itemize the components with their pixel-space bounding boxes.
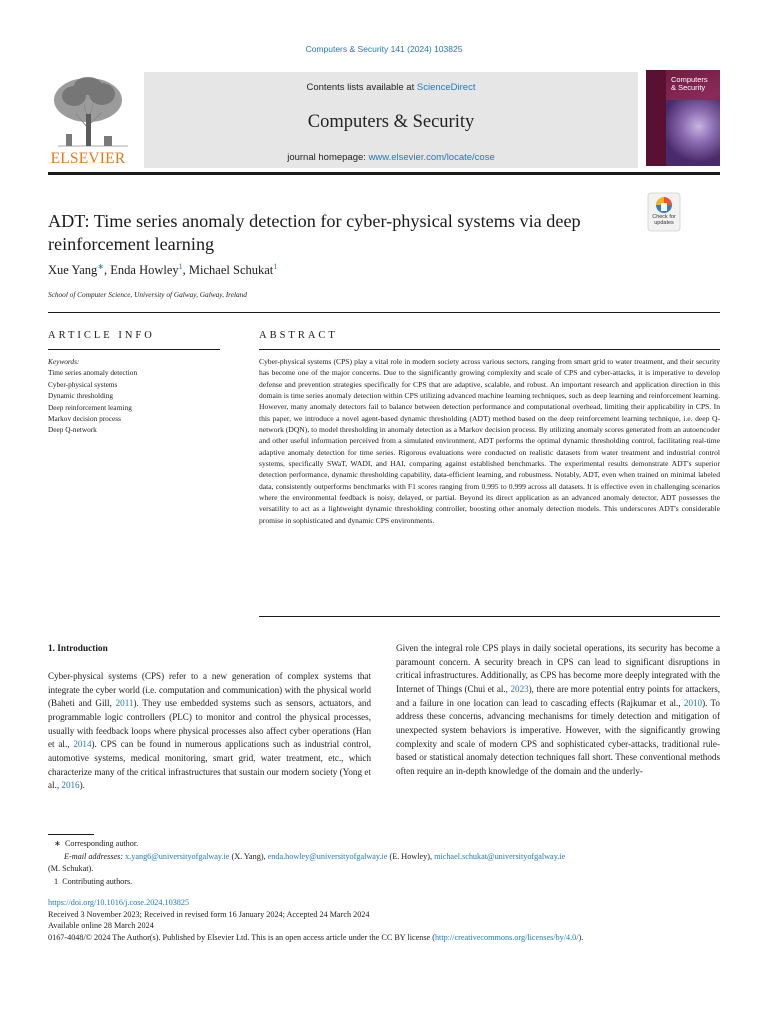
header-divider (48, 172, 720, 175)
elsevier-logo[interactable] (48, 70, 140, 170)
citation-link[interactable]: 2010 (683, 697, 703, 708)
sciencedirect-link[interactable]: ScienceDirect (416, 82, 476, 93)
email-link[interactable]: x.yang6@universityofgalway.ie (125, 851, 230, 861)
abstract-heading: ABSTRACT (259, 330, 338, 341)
email-link[interactable]: enda.howley@universityofgalway.ie (267, 851, 388, 861)
keywords-label: Keywords: (48, 357, 80, 366)
keyword-item: Cyber-physical systems (48, 379, 118, 389)
available-online: Available online 28 March 2024 (48, 921, 154, 931)
footnotes (48, 838, 720, 888)
body-right-column (396, 642, 720, 779)
corresponding-author-note: Corresponding author. (64, 839, 139, 848)
article-info-heading: ARTICLE INFO (48, 330, 155, 341)
doi-link[interactable]: https://doi.org/10.1016/j.cose.2024.103825 (48, 898, 190, 907)
citation-link[interactable]: 2011 (115, 698, 134, 709)
crossmark-line2: updates (654, 220, 674, 226)
abstract-rule (259, 349, 720, 350)
footnote-corresponding (48, 838, 720, 851)
intro-paragraph (396, 642, 720, 779)
footnote-contributing (48, 876, 720, 889)
elsevier-wordmark: ELSEVIER (50, 150, 126, 167)
email-owner: (X. Yang), (229, 851, 268, 861)
author-footnote-mark[interactable]: ∗ (97, 262, 105, 271)
check-for-updates-icon[interactable] (644, 192, 684, 232)
paragraph-text: Cyber-physical systems (CPS) refer to a new generation of complex systems that integrate the cyber world (i.e. computation and communication) with the physical world (Baheti and Gill, (48, 671, 371, 709)
keyword-item: Time series anomaly detection (48, 368, 138, 378)
paragraph-text: ). They use embedded systems such as sensors, actuators, and programmable logic controllers (PLC) to monitor and control the physical processes, usually with feedback loops where physical processes also affect cyber operations (Han et al., (48, 698, 372, 750)
license-link[interactable]: http://creativecommons.org/licenses/by/4.0/ (434, 933, 579, 943)
author-footnote-mark[interactable]: 1 (178, 262, 183, 271)
citation-link[interactable]: 2014 (73, 739, 92, 750)
email-owner: (E. Howley), (387, 851, 435, 861)
cover-title-line1: Computers (671, 75, 708, 84)
journal-reference[interactable]: Computers & Security 141 (2024) 103825 (305, 44, 463, 54)
author-name: Xue Yang (48, 263, 98, 278)
license-line (48, 932, 738, 944)
received-dates: Received 3 November 2023; Received in revised form 16 January 2024; Accepted 24 March 2024 (48, 909, 370, 919)
intro-paragraph (48, 670, 371, 793)
journal-title: Computers & Security (307, 112, 475, 132)
article-title: ADT: Time series anomaly detection for cyber-physical systems via deep reinforcement learning (48, 211, 581, 254)
journal-header (48, 70, 720, 173)
article-info-rule (48, 349, 220, 350)
section-heading: 1. Introduction (48, 644, 108, 654)
contributing-authors-note: Contributing authors. (62, 876, 133, 886)
contents-prefix: Contents lists available at (306, 82, 417, 93)
author-list: Xue Yang∗, Enda Howley$^1$, Michael Schukat$^1$ (48, 262, 278, 278)
cover-title-line2: & Security (671, 83, 706, 92)
contents-line (144, 82, 638, 93)
article-metadata (48, 897, 738, 944)
author-name: Enda Howley (110, 263, 179, 278)
keyword-item: Markov decision process (48, 414, 121, 424)
email-owner-continued: (M. Schukat). (48, 864, 94, 873)
footnote-emails (48, 851, 720, 864)
cover-title (671, 76, 708, 92)
homepage-prefix: journal homepage: (287, 152, 369, 163)
email-link[interactable]: michael.schukat@universityofgalway.ie (434, 851, 566, 861)
email-label: E-mail addresses: (64, 851, 124, 861)
cover-artwork (666, 100, 720, 166)
abstract-bottom-rule (259, 616, 720, 617)
paragraph-text: ). (79, 780, 85, 791)
paragraph-text: ), there are more potential entry points for attackers, and a failure in one location can lead to cascading effects (Rajkumar et al., (396, 683, 721, 708)
license-text-end: ). (578, 933, 584, 943)
journal-homepage-link[interactable]: www.elsevier.com/locate/cose (368, 152, 495, 163)
journal-info-band (144, 72, 638, 168)
citation-link[interactable]: 2023 (510, 683, 529, 694)
homepage-line (144, 152, 638, 163)
check-for-updates-label (644, 214, 684, 226)
paragraph-text: Given the integral role CPS plays in daily societal operations, its security has become a paramount concern. A security breach in CPS can lead to significant disruptions in critical infrastructures. Additionally, as CPS has become more deeply integrated with the Internet of Things (Chui et al., (396, 643, 720, 694)
cover-strip (646, 70, 666, 166)
keyword-item: Deep Q-network (48, 425, 97, 435)
info-top-rule (48, 312, 720, 313)
crossmark-line1: Check for (652, 214, 676, 220)
footnote-mark: ∗ (54, 839, 65, 848)
abstract-text: Cyber-physical systems (CPS) play a vital role in modern society across various sectors, ranging from smart grid to water treatment, and their security has become one of the major concerns. Due to the significantly growing complexity and scale of CPS and cyber-attacks, it is imperative to develop defense and prevention strategies specifically for CPS that are adaptive, scalable, and robust. An important research and application direction in this domain is time series anomaly detection within CPS utilizing advanced machine learning techniques, such as deep learning and reinforcement learning. However, many anomaly detectors fail to balance between detection performance and computational overhead, limiting their applicability in CPS. In this paper, we introduce a novel agent-based dynamic thresholding (ADT) method based on the deep reinforcement learning technique, i.e. deep Q-network (DQN), to model thresholding in anomaly detection as a Markov decision process. By utilizing anomaly scores generated from an autoencoder and other useful information perceived from a simulated environment, ADT performs the optimal dynamic thresholding control, facilitating real-time adaptive anomaly detection for time series. Rigorous evaluations were conducted on realistic datasets from water treatment and industrial control systems, specifically SWaT, WADI, and HAI, comparing against established benchmarks. The experimental results demonstrate ADT's superior detection performance, dynamic thresholding capability, data-efficient learning, and robustness. Notably, ADT, even when trained on minimal labeled data, consistently outperforms benchmarks with F1 scores ranging from 0.995 to 0.999 across all datasets. It is effective even in challenging scenarios where the environmental feedback is noisy, delayed, or partial. Beyond its direct application as an advanced anomaly detector, ADT possesses the versatility to act as a lightweight dynamic thresholding controller, boosting other anomaly detection models. This underscores ADT's considerable promise in sophisticated and dynamic CPS environments. (259, 357, 720, 525)
keywords-list (48, 356, 228, 436)
elsevier-tree-icon (48, 70, 140, 150)
keyword-item: Dynamic thresholding (48, 391, 114, 401)
license-text: 0167-4048/© 2024 The Author(s). Published by Elsevier Ltd. This is an open access article under the CC BY license ( (48, 933, 435, 943)
journal-cover-thumbnail[interactable] (646, 70, 720, 166)
paragraph-text: ). To address these concerns, advancing mechanisms for timely detection and mitigation of unexpected system behaviors is imperative. However, with the significantly growing complexity and scale of modern CPS and sophisticated cyber-attacks, traditional rule-based or statistical anomaly detection techniques fall short. These conventional methods often require an in-depth knowledge of the domain and the underly- (396, 697, 720, 776)
footnote-divider (48, 834, 94, 835)
author-footnote-mark[interactable]: 1 (273, 262, 278, 271)
author-affiliation: School of Computer Science, University of Galway, Galway, Ireland (48, 290, 247, 299)
citation-link[interactable]: 2016 (61, 780, 80, 791)
paragraph-text: ). CPS can be found in numerous applications such as industrial control, automotive systems, medical monitoring, smart grid, water treatment, etc., which characterize many of the critical infrastructures that sustain our modern society (Yong et al., (48, 739, 371, 791)
keyword-item: Deep reinforcement learning (48, 402, 132, 412)
footnote-mark: 1 (54, 876, 63, 886)
author-name: Michael Schukat (188, 263, 274, 278)
body-left-column (48, 670, 371, 793)
